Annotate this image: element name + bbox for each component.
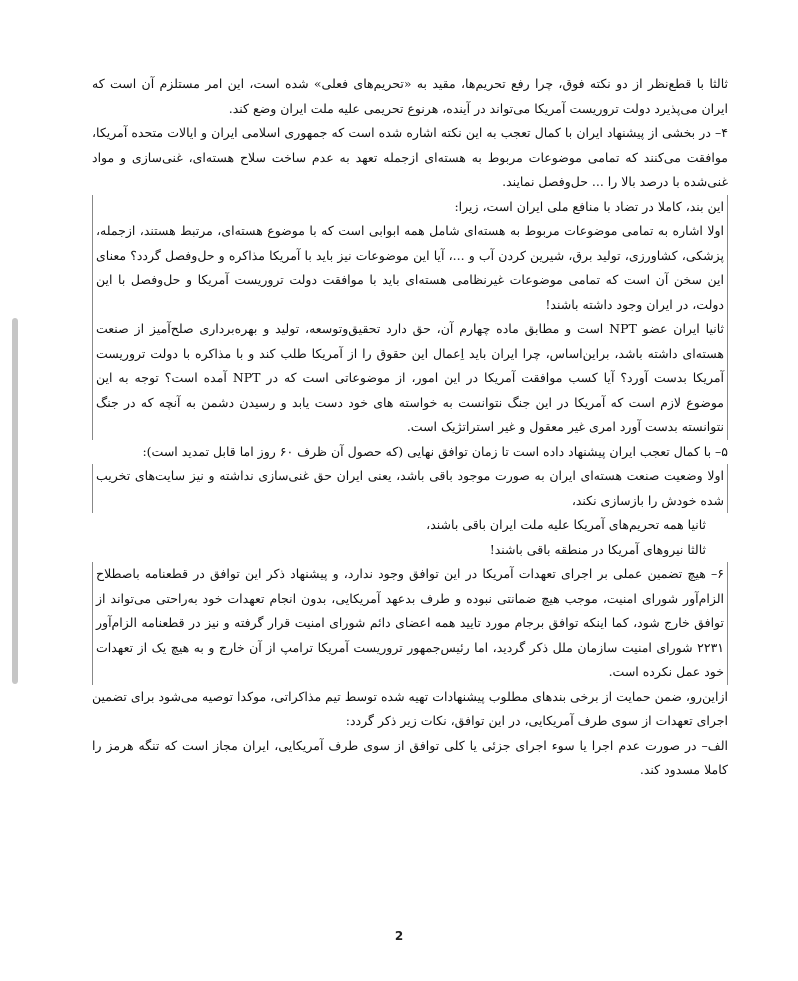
paragraph-3: این بند، کاملا در تضاد با منافع ملی ایران است، زیرا: [92, 195, 728, 220]
paragraph-5: ثانیا ایران عضو NPT است و مطابق ماده چهارم آن، حق دارد تحقیق‌وتوسعه، تولید و بهره‌برداری صلح‌آمیز از صنعت هسته‌ای داشته باشد، براین‌اساس، چرا ایران باید اِعمال این حقوق را از آمریکا طلب کند و با مذاکره با دولت تروریست آمریکا بدست آورد؟ آیا کسب موافقت آمریکا در این امور، از موضوعاتی است که در NPT آمده است؟ توجه به این موضوع لازم است که آمریکا در این جنگ نتوانست به خواسته های خود دست یابد و رسیدن دشمن به آنچه که در جنگ نتوانسته بدست آورد امری غیر معقول و غیر استراتژیک است. [92, 317, 728, 440]
paragraph-1: ثالثا با قطع‌نظر از دو نکته فوق، چرا رفع تحریم‌ها، مقید به «تحریم‌های فعلی» شده است، این امر مستلزم آن است که ایران می‌پذیرد دولت تروریست آمریکا می‌تواند در آینده، هرنوع تحریمی علیه ملت ایران وضع کند. [92, 76, 728, 116]
page-number: 2 [394, 929, 404, 943]
vertical-scrollbar[interactable] [12, 318, 18, 684]
paragraph-8: ثانیا همه تحریم‌های آمریکا علیه ملت ایران باقی باشند، [426, 517, 706, 532]
paragraph-6: ۵– با کمال تعجب ایران پیشنهاد داده است تا زمان توافق نهایی (که حصول آن ظرف ۶۰ روز اما قابل تمدید است): [142, 443, 728, 459]
document-page [92, 72, 728, 783]
paragraph-4: اولا اشاره به تمامی موضوعات مربوط به هسته‌ای شامل همه ابوابی است که با موضوع هسته‌ای، مرتبط هستند، ازجمله، پزشکی، کشاورزی، تولید برق، شیرین کردن آب و ...، آیا این موضوعات نیز باید با آمریکا مذاکره و حل‌وفصل گردد؟ معنای این سخن آن است که تمامی موضوعات غیرنظامی هسته‌ای باید با موافقت دولت تروریست آمریکا و حل‌وفصل با این دولت، در ایران وجود داشته باشند! [92, 219, 728, 317]
paragraph-11: ازاین‌رو، ضمن حمایت از برخی بندهای مطلوب پیشنهادات تهیه شده توسط تیم مذاکراتی، موکدا توصیه می‌شود برای تضمین اجرای تعهدات از سوی طرف آمریکایی، در این توافق، نکات زیر ذکر گردد: [92, 688, 728, 728]
paragraph-2: ۴– در بخشی از پیشنهاد ایران با کمال تعجب به این نکته اشاره شده است که جمهوری اسلامی ایران و ایالات متحده آمریکا، موافقت می‌کنند که تمامی موضوعات مربوط به هسته‌ای ازجمله تعهد به عدم ساخت سلاح هسته‌ای، غنی‌سازی و مواد غنی‌شده با درصد بالا را ... حل‌وفصل نمایند. [92, 125, 728, 189]
paragraph-12: الف– در صورت عدم اجرا یا سوء اجرای جزئی یا کلی توافق از سوی طرف آمریکایی، ایران مجاز است که تنگه هرمز را کاملا مسدود کند. [92, 737, 728, 777]
paragraph-10: ۶– هیچ تضمین عملی بر اجرای تعهدات آمریکا در این توافق وجود ندارد، و پیشنهاد ذکر این توافق در قطعنامه باصطلاح الزام‌آور شورای امنیت، موجب هیچ ضمانتی نبوده و طرف بدعهد آمریکایی، بدون انجام تعهدات خود به‌راحتی می‌تواند از توافق خارج شود، کما اینکه توافق برجام مورد تایید همه اعضای دائم شورای امنیت قرار گرفته و نیز در قطعنامه الزام‌آور ۲۲۳۱ شورای امنیت سازمان ملل ذکر گردید، اما رئیس‌جمهور تروریست آمریکا ترامپ از آن خارج و به هیچ یک از تعهدات خود عمل نکرده است. [92, 562, 728, 685]
paragraph-9: ثالثا نیروهای آمریکا در منطقه باقی باشند! [489, 541, 706, 557]
paragraph-7: اولا وضعیت صنعت هسته‌ای ایران به صورت موجود باقی باشد، یعنی ایران حق غنی‌سازی نداشته و نیز سایت‌های تخریب شده خودش را بازسازی نکند، [92, 464, 728, 513]
